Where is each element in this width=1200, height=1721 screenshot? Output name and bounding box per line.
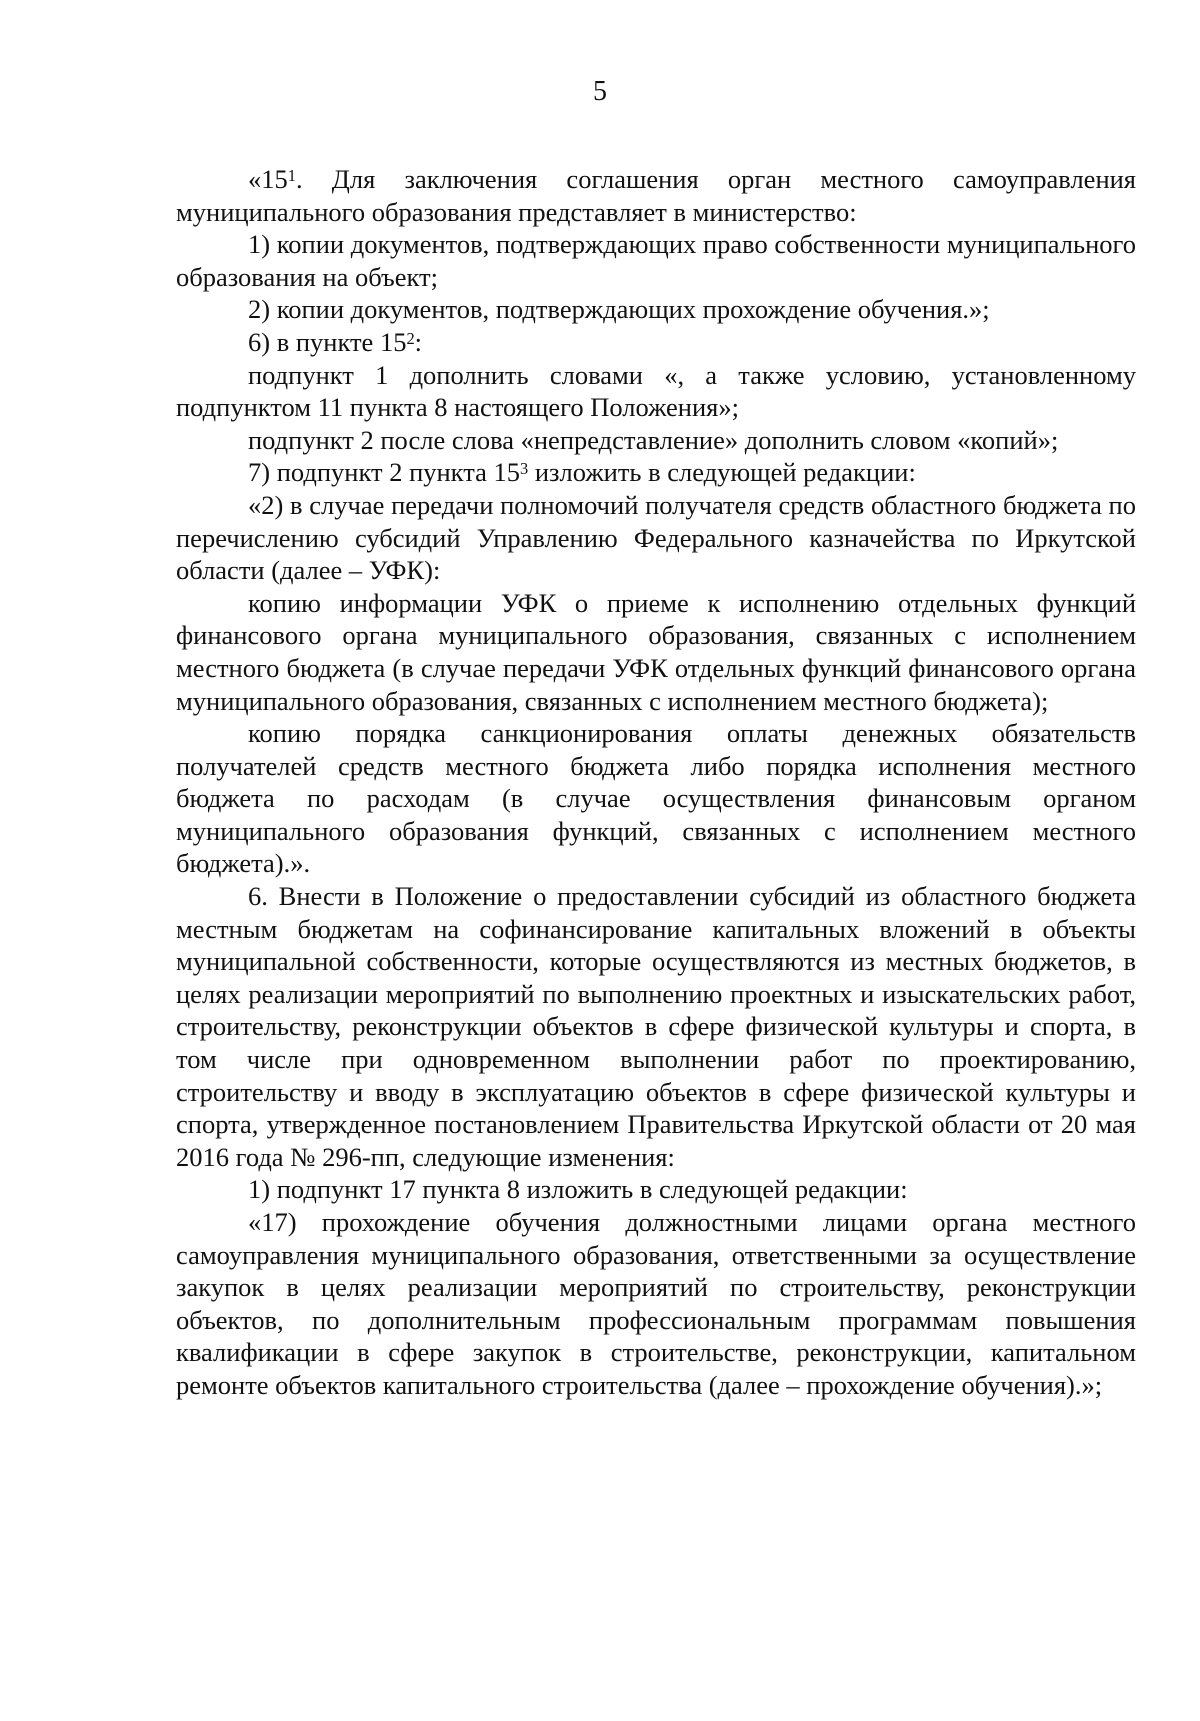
superscript: 2 [406, 328, 415, 348]
paragraph-subpoint-17 [176, 1173, 1136, 1206]
paragraph-text: копию порядка санкционирования оплаты денежных обязательств получателей средств местного бюджета либо порядка исполнения местного бюджета по расходам (в случае осуществления финансовым органом муниципального образования функций, связанных с исполнением местного бюджета).». [176, 718, 1136, 879]
paragraph-text: . Для заключения соглашения орган местного самоуправления муниципального образования представляет в министерство: [176, 164, 1136, 227]
paragraph-15-1 [176, 163, 1136, 228]
paragraph-item-1 [176, 228, 1136, 293]
paragraph-text: копию информации УФК о приеме к исполнению отдельных функций финансового органа муниципального образования, связанных с исполнением местного бюджета (в случае передачи УФК отдельных функций финансового органа муниципального образования, связанных с исполнением местного бюджета); [176, 587, 1136, 716]
superscript: 3 [520, 458, 529, 478]
paragraph-text: «2) в случае передачи полномочий получателя средств областного бюджета по перечислению субсидий Управлению Федерального казначейства по Иркутской области (далее – УФК): [176, 489, 1136, 586]
paragraph-text: : [414, 326, 423, 357]
paragraph-text: 1) копии документов, подтверждающих право собственности муниципального образования на объект; [176, 229, 1136, 292]
paragraph-text: «17) прохождение обучения должностными лицами органа местного самоуправления муниципального образования, ответственными за осуществление закупок в целях реализации мероприятий по строительству, реконструкции объектов, по дополнительным профессиональным программам повышения квалификации в сфере закупок в строительстве, реконструкции, капитальном ремонте объектов капитального строительства (далее – прохождение обучения).»; [176, 1207, 1136, 1400]
paragraph-quote-17 [176, 1206, 1136, 1402]
paragraph-text: 1) подпункт 17 пункта 8 изложить в следующей редакции: [248, 1174, 908, 1205]
paragraph-text: 2) копии документов, подтверждающих прохождение обучения.»; [248, 294, 990, 325]
paragraph-text: 7) подпункт 2 пункта 15 [248, 457, 521, 488]
paragraph-sanction-order [176, 717, 1136, 880]
paragraph-text: «15 [248, 164, 288, 194]
paragraph-ufk-info [176, 587, 1136, 717]
superscript: 1 [287, 165, 296, 185]
paragraph-item-2 [176, 293, 1136, 326]
paragraph-subpoint-1 [176, 359, 1136, 424]
paragraph-quote-2 [176, 489, 1136, 587]
page-number: 5 [593, 76, 607, 107]
paragraph-item-6 [176, 326, 1136, 359]
paragraph-subpoint-2 [176, 424, 1136, 457]
paragraph-section-6 [176, 880, 1136, 1173]
document-body [176, 163, 1136, 1402]
paragraph-text: 6. Внести в Положение о предоставлении субсидий из областного бюджета местным бюджетам на софинансирование капитальных вложений в объекты муниципальной собственности, которые осуществляются из местных бюджетов, в целях реализации мероприятий по выполнению проектных и изыскательских работ, строительству, реконструкции объектов в сфере физической культуры и спорта, в том числе при одновременном выполнении работ по проектированию, строительству и вводу в эксплуатацию объектов в сфере физической культуры и спорта, утвержденное постановлением Правительства Иркутской области от 20 мая 2016 года № 296-пп, следующие изменения: [176, 881, 1136, 1172]
paragraph-text: 6) в пункте 15 [248, 326, 407, 357]
paragraph-text: подпункт 2 после слова «непредставление» дополнить словом «копий»; [248, 424, 1059, 455]
paragraph-text: изложить в следующей редакции: [528, 457, 916, 488]
paragraph-text: подпункт 1 дополнить словами «, а также условию, установленному подпунктом 11 пункта 8 настоящего Положения»; [176, 359, 1136, 423]
paragraph-item-7 [176, 456, 1136, 489]
